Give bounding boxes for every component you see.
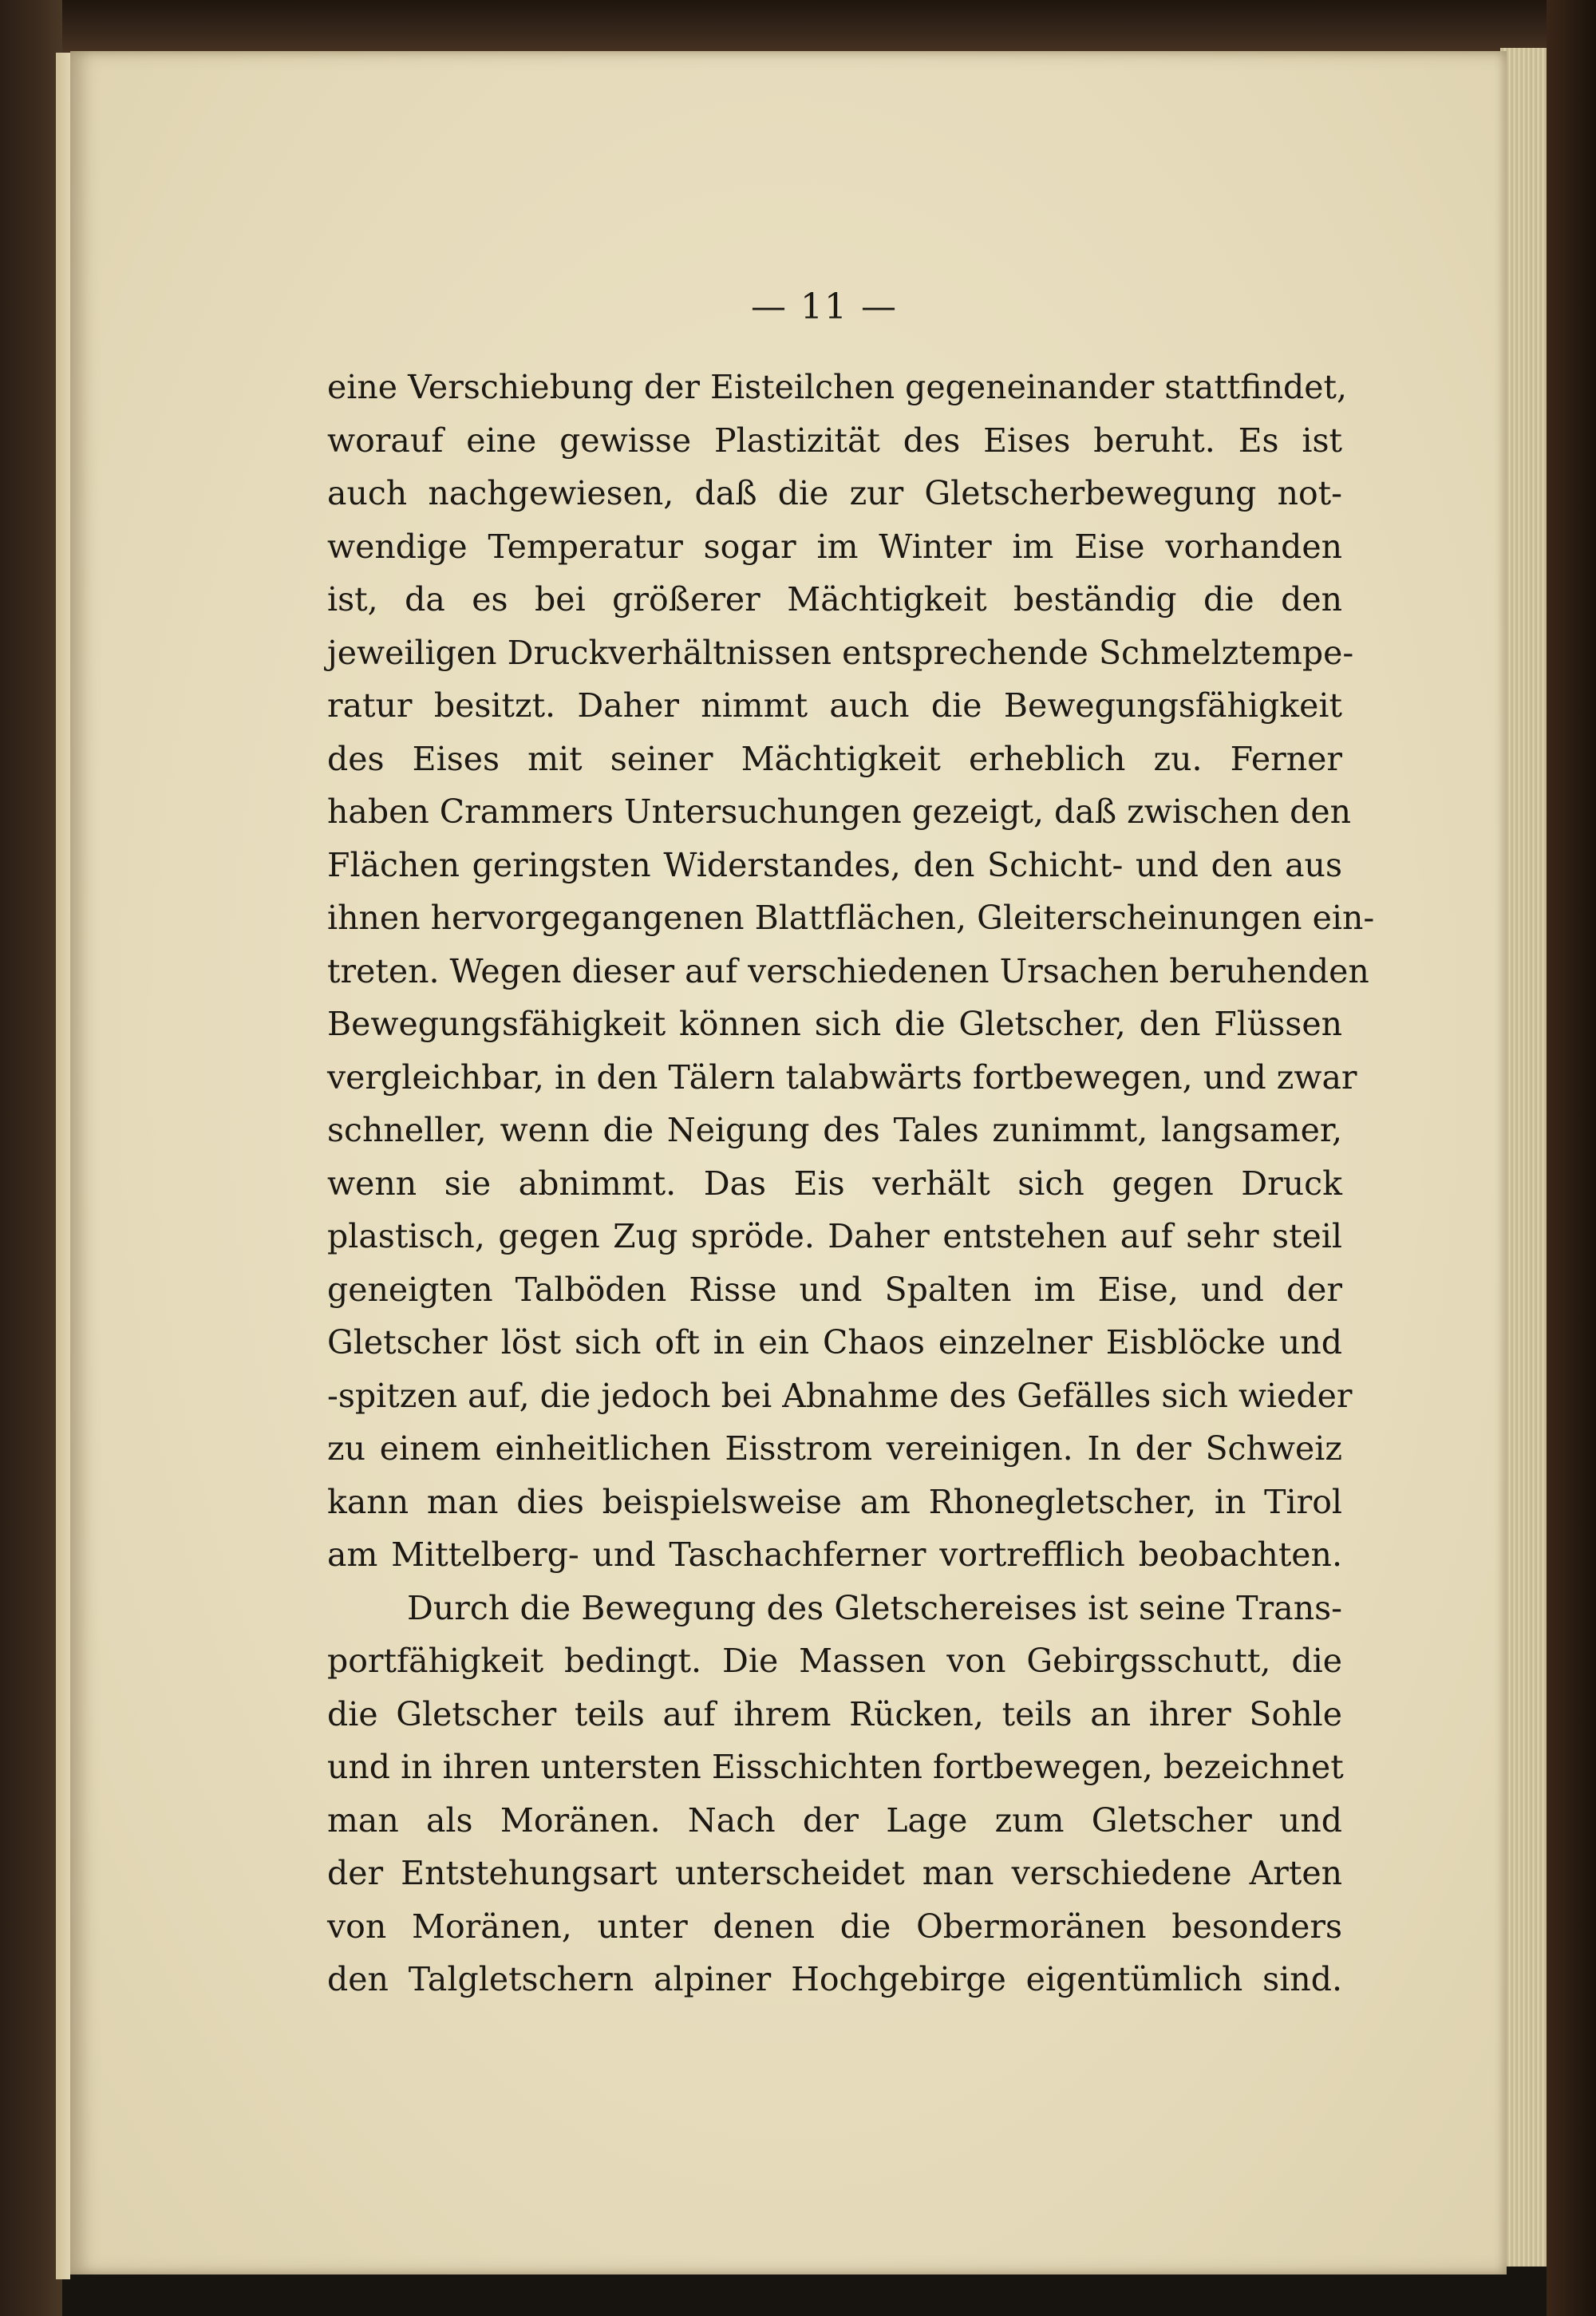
previous-page-edge xyxy=(56,53,70,2279)
paragraph-start-line: Durch die Bewegung des Gletschereises ist seine Trans- xyxy=(407,1588,1342,1627)
text-line: geneigten Talböden Risse und Spalten im Eise, und der xyxy=(327,1270,1342,1309)
text-line: kann man dies beispielsweise am Rhonegletscher, in Tirol xyxy=(327,1482,1342,1521)
text-line: Bewegungsfähigkeit können sich die Gletscher, den Flüssen xyxy=(327,1005,1342,1043)
book-page xyxy=(70,51,1507,2275)
text-line: Gletscher löst sich oft in ein Chaos einzelner Eisblöcke und xyxy=(327,1323,1342,1362)
text-line: jeweiligen Druckverhältnissen entsprechende Schmelztempe- xyxy=(327,633,1354,672)
book-cover-right xyxy=(1547,0,1596,2316)
text-line: wenn sie abnimmt. Das Eis verhält sich gegen Druck xyxy=(327,1164,1342,1203)
text-line: am Mittelberg- und Taschachferner vortrefflich beobachten. xyxy=(327,1535,1342,1574)
body-text xyxy=(327,361,1375,2006)
text-line: der Entstehungsart unterscheidet man verschiedene Arten xyxy=(327,1854,1342,1892)
text-line: plastisch, gegen Zug spröde. Daher entstehen auf sehr steil xyxy=(327,1217,1342,1255)
text-line: vergleichbar, in den Tälern talabwärts fortbewegen, und zwar xyxy=(327,1057,1357,1097)
text-line: ist, da es bei größerer Mächtigkeit beständig die den xyxy=(327,580,1342,619)
text-line: portfähigkeit bedingt. Die Massen von Gebirgsschutt, die xyxy=(327,1642,1342,1680)
text-line: ihnen hervorgegangenen Blattflächen, Gleiterscheinungen ein- xyxy=(327,899,1375,937)
text-line: Flächen geringsten Widerstandes, den Schicht- und den aus xyxy=(327,845,1342,884)
page-edges xyxy=(1500,48,1547,2267)
text-line: ratur besitzt. Daher nimmt auch die Bewegungsfähigkeit xyxy=(327,686,1342,725)
text-line: man als Moränen. Nach der Lage zum Gletscher und xyxy=(327,1800,1342,1840)
text-line: den Talgletschern alpiner Hochgebirge eigentümlich sind. xyxy=(327,1960,1342,1998)
text-line: wendige Temperatur sogar im Winter im Eise vorhanden xyxy=(327,527,1342,566)
book-cover-top xyxy=(0,0,1596,56)
text-line: die Gletscher teils auf ihrem Rücken, teils an ihrer Sohle xyxy=(327,1694,1342,1733)
text-line: auch nachgewiesen, daß die zur Gletscherbewegung not- xyxy=(327,474,1342,512)
text-line: eine Verschiebung der Eisteilchen gegeneinander stattfindet, xyxy=(327,368,1348,406)
book-cover-left xyxy=(0,0,62,2316)
text-line: schneller, wenn die Neigung des Tales zunimmt, langsamer, xyxy=(327,1111,1342,1149)
text-line: worauf eine gewisse Plastizität des Eises beruht. Es ist xyxy=(327,421,1342,460)
text-line: haben Crammers Untersuchungen gezeigt, daß zwischen den xyxy=(327,792,1351,831)
text-line: treten. Wegen dieser auf verschiedenen Ursachen beruhenden xyxy=(327,951,1369,990)
text-line: und in ihren untersten Eisschichten fortbewegen, bezeichnet xyxy=(327,1748,1344,1786)
text-line: von Moränen, unter denen die Obermoränen besonders xyxy=(327,1907,1342,1946)
text-line: zu einem einheitlichen Eisstrom vereinigen. In der Schweiz xyxy=(327,1429,1342,1468)
page-number: — 11 — xyxy=(751,287,898,327)
text-line: -spitzen auf, die jedoch bei Abnahme des Gefälles sich wieder xyxy=(327,1376,1353,1415)
text-line: des Eises mit seiner Mächtigkeit erheblich zu. Ferner xyxy=(327,739,1342,778)
